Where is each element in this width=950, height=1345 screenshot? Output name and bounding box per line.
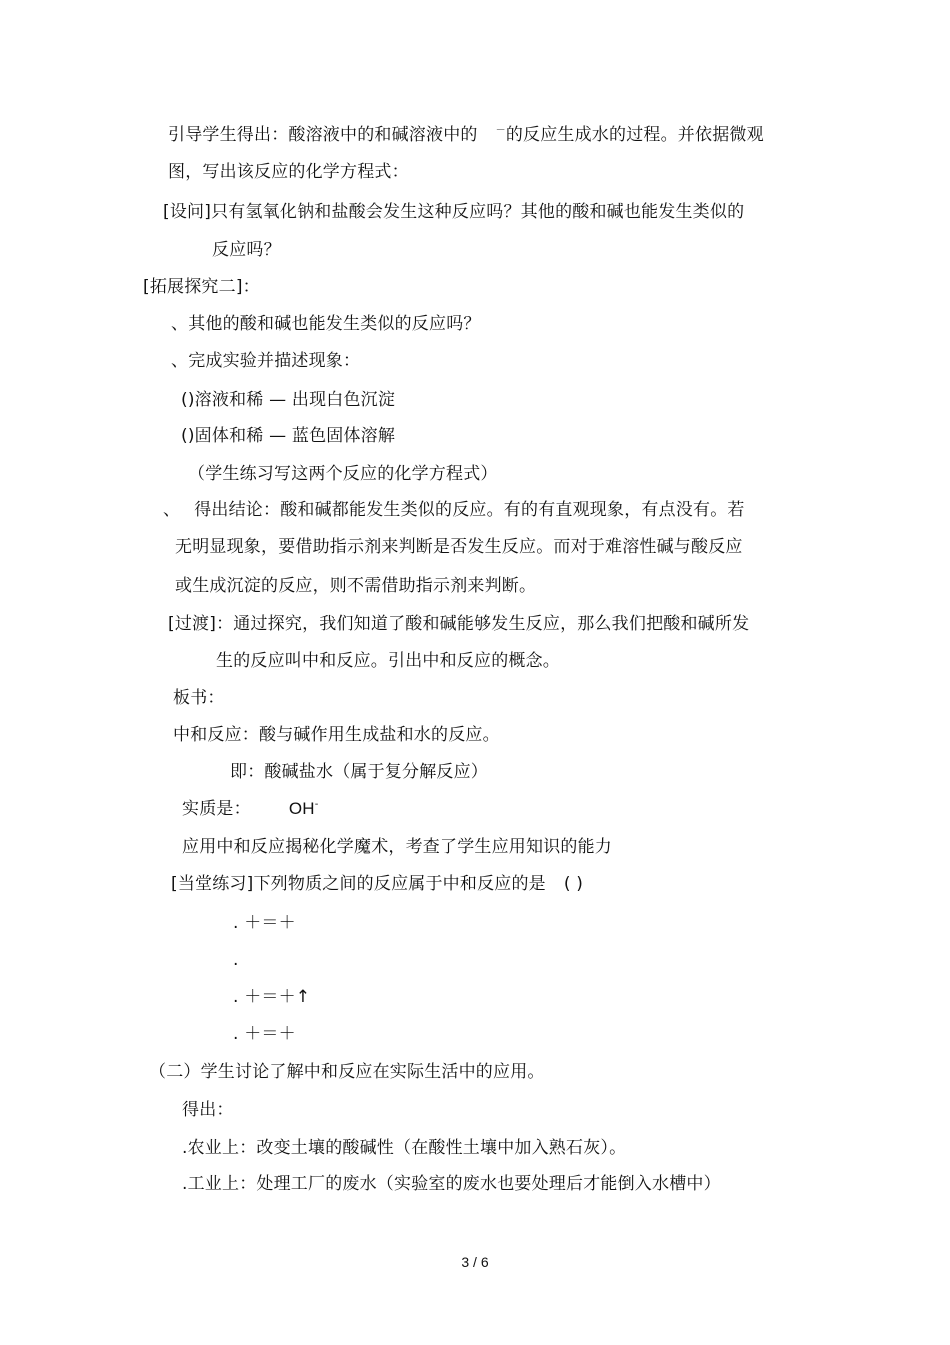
hydroxide-formula: OH [288, 799, 315, 818]
text-line: 板书： [173, 688, 225, 708]
minus-superscript: － [495, 125, 506, 136]
text-line: 反应吗？ [212, 240, 281, 260]
essence-line [182, 798, 319, 823]
text-line: 图，写出该反应的化学方程式： [168, 162, 409, 182]
text-segment: 实质是： [182, 799, 251, 819]
exercise-line [171, 873, 583, 895]
definition-line: 中和反应：酸与碱作用生成盐和水的反应。 [173, 725, 500, 745]
text-segment: 、 [163, 500, 181, 520]
text-line: 应用中和反应揭秘化学魔术，考查了学生应用知识的能力 [182, 837, 612, 857]
exercise-option: . ＋＝＋ [233, 913, 296, 933]
application-item: .工业上：处理工厂的废水（实验室的废水也要处理后才能倒入水槽中） [182, 1174, 721, 1194]
text-line [168, 124, 764, 149]
experiment-item: ()溶液和稀 — 出现白色沉淀 [181, 390, 396, 410]
text-segment: 得出结论：酸和碱都能发生类似的反应。有的有直观现象，有点没有。若 [194, 500, 745, 520]
transition-line: [过渡]：通过探究，我们知道了酸和碱能够发生反应，那么我们把酸和碱所发 [168, 614, 750, 634]
exercise-option: . ＋＝＋ [233, 1024, 296, 1044]
experiment-item: ()固体和稀 — 蓝色固体溶解 [181, 426, 396, 446]
text-segment: [当堂练习]下列物质之间的反应属于中和反应的是 [171, 874, 546, 894]
question-line: [设问]只有氢氧化钠和盐酸会发生这种反应吗？其他的酸和碱也能发生类似的 [163, 202, 745, 222]
text-line: 生的反应叫中和反应。引出中和反应的概念。 [216, 651, 560, 671]
text-line: （学生练习写这两个反应的化学方程式） [188, 464, 498, 484]
charge-superscript: - [314, 799, 319, 810]
exercise-option: . ＋＝＋↑ [233, 987, 311, 1007]
application-item: .农业上：改变土壤的酸碱性（在酸性土壤中加入熟石灰）。 [182, 1138, 627, 1158]
text-segment: 的反应生成水的过程。并依据微观 [505, 125, 764, 145]
text-segment: 引导学生得出：酸溶液中的和碱溶液中的 [168, 125, 478, 145]
page-number: 3 / 6 [461, 1254, 489, 1270]
conclusion-line [163, 499, 745, 521]
text-line: 或生成沉淀的反应，则不需借助指示剂来判断。 [175, 576, 537, 596]
section-heading: （二）学生讨论了解中和反应在实际生活中的应用。 [149, 1062, 545, 1082]
text-line: 即：酸碱盐水（属于复分解反应） [230, 762, 488, 782]
answer-brackets: ( ) [563, 874, 584, 894]
exercise-option: . [233, 950, 239, 970]
text-line: 无明显现象，要借助指示剂来判断是否发生反应。而对于难溶性碱与酸反应 [175, 537, 743, 557]
section-heading: [拓展探究二]： [143, 277, 260, 297]
list-item: 、其他的酸和碱也能发生类似的反应吗？ [171, 314, 481, 334]
list-item: 、完成实验并描述现象： [171, 351, 361, 371]
text-line: 得出： [182, 1100, 234, 1120]
